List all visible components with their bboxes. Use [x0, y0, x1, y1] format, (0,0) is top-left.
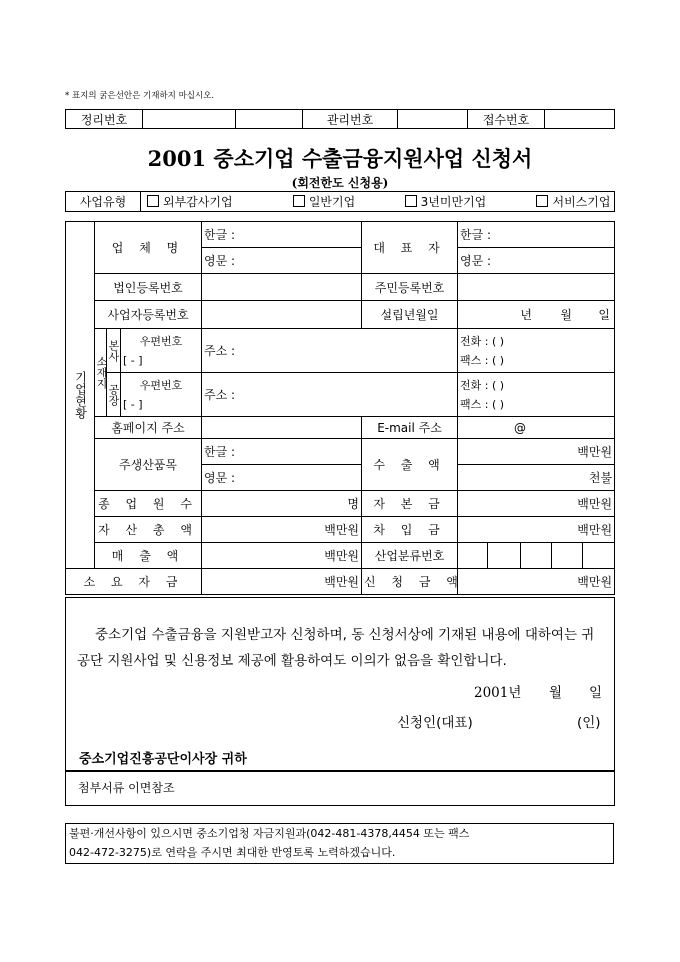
main-products-en[interactable]: 영문 :: [202, 465, 362, 491]
industry-code-box[interactable]: [458, 543, 488, 569]
biz-type-label: 사업유형: [66, 192, 141, 212]
required-funds-field[interactable]: 백만원: [202, 569, 362, 595]
industry-code-box[interactable]: [521, 543, 552, 569]
industry-code-label: 산업분류번호: [362, 543, 458, 569]
required-funds-label: 소 요 자 금: [66, 569, 202, 595]
sort-no-field: [143, 110, 236, 129]
addressee: 중소기업진흥공단이사장 귀하: [79, 752, 247, 767]
founded-month: 월: [560, 308, 573, 322]
industry-code-box[interactable]: [488, 543, 521, 569]
main-products-label: 주생산품목: [95, 439, 202, 491]
company-name-label: 업 체 명: [95, 222, 202, 274]
ceo-ko[interactable]: 한글 :: [458, 222, 615, 248]
phone-field: 전화 : ( ): [460, 334, 505, 348]
borrowings-label: 차 입 금: [362, 517, 458, 543]
company-status-table: [65, 221, 615, 595]
biz-type-option[interactable]: 외부감사기업: [147, 193, 289, 210]
footer-line-1: 불편·개선사항이 있으시면 중소기업청 자금지원과(042-481-4378,4454 또는 팩스: [69, 827, 470, 840]
section-label-cell: [66, 222, 95, 569]
postal-label: 우편번호: [139, 378, 183, 392]
biz-type-options: [141, 192, 615, 212]
postal-blank: [ - ]: [123, 397, 143, 411]
company-name-en[interactable]: 영문 :: [202, 248, 362, 274]
biz-type-option[interactable]: 서비스기업: [536, 193, 610, 210]
resident-no-label: 주민등록번호: [362, 274, 458, 301]
industry-code-box[interactable]: [552, 543, 583, 569]
recv-no-field: [545, 110, 615, 129]
industry-code-box[interactable]: [583, 543, 615, 569]
head-office-address[interactable]: 주소 :: [202, 329, 458, 373]
founded-field[interactable]: [458, 301, 615, 329]
founded-year: 년: [520, 308, 533, 322]
postal-label: 우편번호: [139, 334, 183, 348]
sales-label: 매 출 액: [95, 543, 202, 569]
office-use-table: [65, 109, 615, 129]
sort-no-label: 정리번호: [66, 110, 143, 129]
assets-label: 자 산 총 액: [95, 517, 202, 543]
fax-field: 팩스 : ( ): [460, 353, 505, 367]
exports-label: 수 출 액: [362, 439, 458, 491]
capital-label: 자 본 금: [362, 491, 458, 517]
factory-postal[interactable]: [121, 373, 202, 417]
capital-field[interactable]: 백만원: [458, 491, 615, 517]
recv-no-label: 접수번호: [468, 110, 545, 129]
main-products-ko[interactable]: 한글 :: [202, 439, 362, 465]
footer-line-2: 042-472-3275)로 연락을 주시면 최대한 반영토록 노력하겠습니다.: [69, 846, 396, 859]
date-year: 2001년: [474, 685, 522, 701]
employees-label: 종 업 원 수: [95, 491, 202, 517]
section-label: 기업현황: [73, 371, 88, 419]
mgmt-no-label: 관리번호: [303, 110, 398, 129]
checkbox-icon: [405, 195, 417, 207]
head-office-contact[interactable]: [458, 329, 615, 373]
date-day: 일: [589, 685, 603, 701]
ceo-en[interactable]: 영문 :: [458, 248, 615, 274]
employees-field[interactable]: 명: [202, 491, 362, 517]
exports-kusd-field[interactable]: 천불: [458, 465, 615, 491]
biz-reg-field[interactable]: [202, 301, 362, 329]
email-field[interactable]: [458, 417, 615, 439]
location-label-cell: [95, 329, 107, 417]
homepage-label: 홈페이지 주소: [95, 417, 202, 439]
fax-field: 팩스 : ( ): [460, 397, 505, 411]
factory-address[interactable]: 주소 :: [202, 373, 458, 417]
applicant-label: 신청인(대표): [397, 715, 473, 731]
head-office-label: 본사: [107, 339, 120, 362]
requested-amount-field[interactable]: 백만원: [458, 569, 615, 595]
founded-label: 설립년월일: [362, 301, 458, 329]
email-label: E-mail 주소: [362, 417, 458, 439]
biz-type-table: [65, 191, 615, 212]
factory-label: 공장: [107, 383, 120, 406]
date-month: 월: [549, 685, 563, 701]
factory-contact[interactable]: [458, 373, 615, 417]
homepage-field[interactable]: [202, 417, 362, 439]
head-office-label-cell: [107, 329, 121, 373]
biz-type-option[interactable]: 일반기업: [293, 193, 401, 210]
notice-text: * 표지의 굵은선안은 기재하지 마십시오.: [65, 91, 215, 101]
declaration-text: 중소기업 수출금융을 지원받고자 신청하며, 동 신청서상에 기재된 내용에 대하여는 귀 공단 지원사업 및 신용정보 제공에 활용하여도 이의가 없음을 확인합니다.: [77, 627, 595, 669]
mgmt-no-field: [398, 110, 468, 129]
borrowings-field[interactable]: 백만원: [458, 517, 615, 543]
checkbox-icon: [293, 195, 305, 207]
attachments-text: 첨부서류 이면참조: [78, 781, 175, 795]
requested-amount-label: 신 청 금 액: [362, 569, 458, 595]
checkbox-icon: [147, 195, 159, 207]
biz-type-option[interactable]: 3년미만기업: [405, 193, 533, 210]
corp-reg-field[interactable]: [202, 274, 362, 301]
email-at: @: [514, 420, 527, 435]
head-office-postal[interactable]: [121, 329, 202, 373]
checkbox-icon: [536, 195, 548, 207]
page-subtitle: (회전한도 신청용): [291, 176, 389, 190]
postal-blank: [ - ]: [123, 353, 143, 367]
biz-reg-label: 사업자등록번호: [95, 301, 202, 329]
sales-field[interactable]: 백만원: [202, 543, 362, 569]
phone-field: 전화 : ( ): [460, 378, 505, 392]
ceo-label: 대 표 자: [362, 222, 458, 274]
factory-label-cell: [107, 373, 121, 417]
location-label: 소재지: [95, 356, 108, 389]
corp-reg-label: 법인등록번호: [95, 274, 202, 301]
exports-mil-field[interactable]: 백만원: [458, 439, 615, 465]
seal-mark: (인): [577, 715, 601, 731]
resident-no-field[interactable]: [458, 274, 615, 301]
company-name-ko[interactable]: 한글 :: [202, 222, 362, 248]
page-title: 2001 중소기업 수출금융지원사업 신청서: [147, 146, 533, 171]
founded-day: 일: [598, 308, 611, 322]
assets-field[interactable]: 백만원: [202, 517, 362, 543]
footer-note: [65, 823, 614, 864]
blank-cell: [236, 110, 303, 129]
